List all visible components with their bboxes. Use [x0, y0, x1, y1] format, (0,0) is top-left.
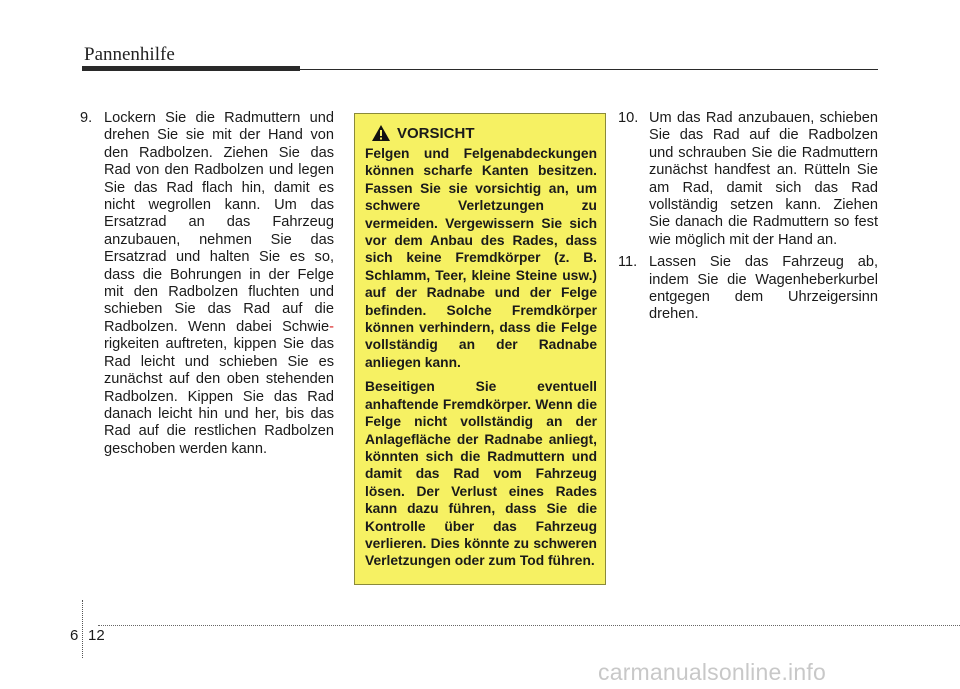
footer-vertical-rule — [82, 600, 83, 658]
step-9-text-part-2: rigkeiten auftreten, kippen Sie das Rad leicht und schieben Sie es zunächst auf den oben stehenden Radbolzen. Kippen Sie das Rad danach leicht hin und her, bis das Rad auf die restlichen Radbolzen geschoben werden kann. — [104, 336, 334, 457]
watermark: carmanualsonline.info — [598, 659, 826, 685]
left-column — [80, 110, 334, 463]
warning-title: VORSICHT — [397, 124, 475, 142]
warning-header — [371, 124, 597, 142]
warning-paragraph-1: Felgen und Felgenabdeckungen können scharfe Kanten besitzen. Fassen Sie sie vorsichtig an, um schwere Verletzungen zu vermeiden. Vergewissern Sie sich vor dem Anbau des Rades, dass sich keine Fremdkörper (z. B. Schlamm, Teer, kleine Steine usw.) auf der Radnabe und der Felge befinden. Solche Fremdkörper können verhindern, dass die Felge vollständig an der Radnabe anliegen kann. — [365, 146, 597, 370]
step-9-hyphen: - — [329, 318, 334, 335]
step-10-number: 10. — [618, 110, 639, 126]
step-10-text: Um das Rad anzubauen, schieben Sie das Rad auf die Radbolzen und schrauben Sie die Radmuttern zunächst handfest an. Rütteln Sie am Rad, damit sich das Rad vollständig setzen kann. Ziehen Sie danach die Radmuttern so fest wie möglich mit der Hand an. — [649, 110, 878, 248]
step-9-number: 9. — [80, 110, 93, 126]
footer-horizontal-rule — [98, 625, 960, 626]
step-11 — [618, 254, 878, 324]
header-rule-thick — [82, 66, 300, 71]
footer-page-number: 12 — [88, 627, 105, 644]
step-9-text — [104, 110, 334, 458]
step-11-text: Lassen Sie das Fahrzeug ab, indem Sie die Wagenheberkurbel entgegen dem Uhrzeigersinn drehen. — [649, 254, 878, 323]
page-header-title: Pannenhilfe — [84, 44, 175, 65]
step-11-number: 11. — [618, 254, 638, 271]
warning-triangle-icon — [371, 124, 391, 142]
header-rule-thin — [300, 69, 878, 70]
right-column — [618, 110, 878, 329]
step-9-text-part-1: Lockern Sie die Radmuttern und drehen Sie sie mit der Hand von den Radbolzen. Ziehen Sie das Rad von den Radbolzen und legen Sie das Rad flach hin, damit es nicht wegrollen kann. Um das Ersatzrad an das Fahrzeug anzubauen, nehmen Sie das Ersatzrad und halten Sie es so, dass die Bohrungen in der Felge mit den Radbolzen fluchten und schieben Sie das Rad auf die Radbolzen. Wenn dabei Schwie — [104, 110, 334, 335]
footer-chapter-number: 6 — [70, 627, 79, 644]
warning-paragraph-2: Beseitigen Sie eventuell anhaftende Fremdkörper. Wenn die Felge nicht vollständig an der Anlagefläche der Radnabe anliegt, könnten sich die Radmuttern und damit das Rad vom Fahrzeug lösen. Der Verlust eines Rades kann dazu führen, dass Sie die Kontrolle über das Fahrzeug verlieren. Dies könnte zu schweren Verletzungen oder zum Tod führen. — [365, 379, 597, 569]
step-10 — [618, 110, 878, 249]
step-9 — [80, 110, 334, 458]
warning-box — [354, 113, 606, 585]
